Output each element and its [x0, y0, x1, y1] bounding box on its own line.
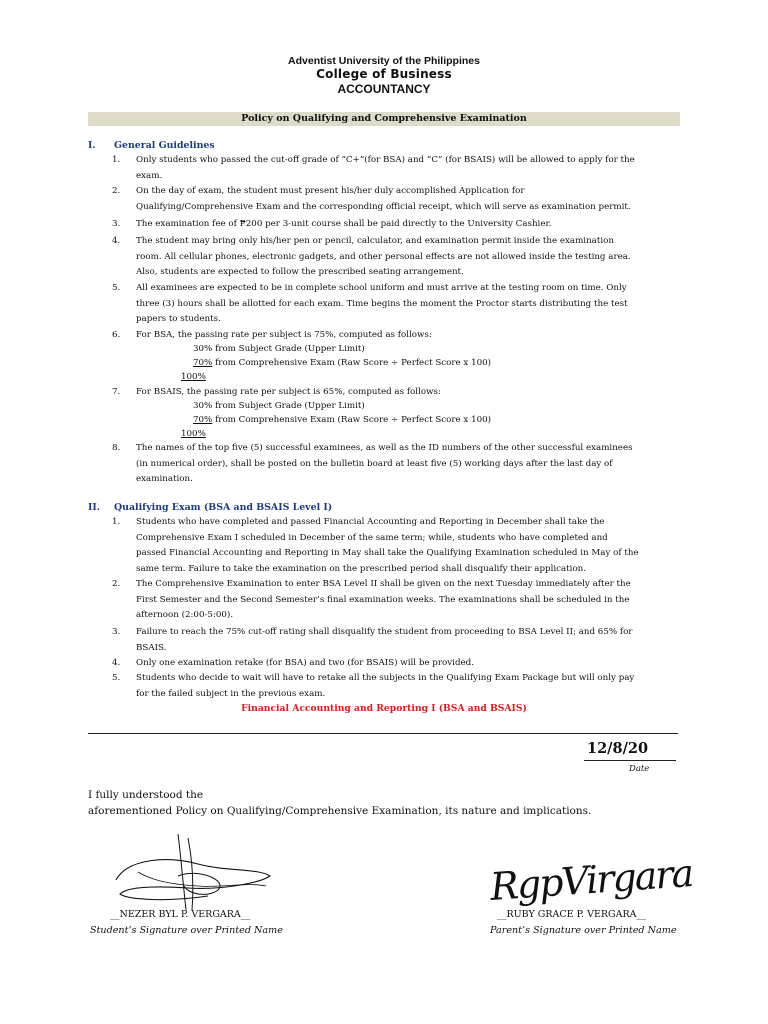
item-line: passed Financial Accounting and Reporting in May shall take the Qualifying Examination scheduled in May of the — [136, 548, 639, 558]
item-number: 5. — [112, 673, 121, 683]
list-item — [112, 656, 688, 672]
section-heading-qualifying-exam — [88, 502, 332, 513]
parent-signature: RgpVirgara — [488, 851, 694, 909]
list-item — [112, 217, 688, 233]
college-name: College of Business — [316, 67, 452, 81]
list-item — [112, 153, 688, 184]
item-line: Only one examination retake (for BSA) and two (for BSAIS) will be provided. — [136, 658, 474, 668]
item-line: room. All cellular phones, electronic gadgets, and other personal effects are not allowed inside the testing area. — [136, 251, 631, 262]
student-signature — [108, 828, 278, 918]
item-line: For BSAIS, the passing rate per subject is 65%, computed as follows: — [136, 387, 441, 397]
item-line: All examinees are expected to be in complete school uniform and must arrive at the testing room on time. Only — [136, 283, 627, 293]
bsais-calc-total: 100% — [181, 429, 206, 439]
section-number: I. — [88, 140, 96, 151]
item-line: The examination fee of ₱200 per 3-unit course shall be paid directly to the University Cashier. — [136, 219, 552, 229]
bsa-calc-subject-grade: 30% from Subject Grade (Upper Limit) — [193, 344, 365, 354]
section-title: General Guidelines — [114, 140, 215, 151]
student-printed-name: __NEZER BYL P. VERGARA__ — [110, 909, 251, 920]
section-heading-general-guidelines — [88, 140, 215, 151]
list-item — [112, 441, 688, 488]
calc-percent: 70% — [193, 358, 213, 368]
list-item — [112, 625, 688, 656]
item-line: First Semester and the Second Semester’s final examination weeks. The examinations shall be scheduled in the — [136, 594, 630, 605]
item-line: Failure to reach the 75% cut-off rating shall disqualify the student from proceeding to BSA Level II; and 65% for — [136, 627, 633, 637]
item-line: Qualifying/Comprehensive Exam and the corresponding official receipt, which will serve as examination permit. — [136, 201, 631, 212]
policy-title: Policy on Qualifying and Comprehensive Examination — [88, 112, 680, 126]
subject-note: Financial Accounting and Reporting I (BSA and BSAIS) — [241, 703, 527, 714]
item-line: Also, students are expected to follow the prescribed seating arrangement. — [136, 267, 464, 277]
list-item — [112, 281, 688, 328]
date-value: 12/8/20 — [587, 740, 649, 757]
divider — [88, 733, 678, 734]
parent-signature-caption: Parent’s Signature over Printed Name — [490, 925, 677, 936]
list-item — [112, 234, 688, 281]
item-number: 8. — [112, 443, 121, 453]
item-line: (in numerical order), shall be posted on the bulletin board at least five (5) working days after the last day of — [136, 458, 613, 469]
item-number: 2. — [112, 579, 121, 589]
item-number: 5. — [112, 283, 121, 293]
item-line: three (3) hours shall be allotted for each exam. Time begins the moment the Proctor starts distributing the test — [136, 298, 628, 309]
bsais-calc-comprehensive — [193, 415, 491, 425]
item-line: same term. Failure to take the examination on the prescribed period shall disqualify their application. — [136, 563, 587, 574]
item-line: The names of the top five (5) successful examinees, as well as the ID numbers of the other successful examinees — [136, 443, 633, 453]
student-signature-caption: Student’s Signature over Printed Name — [90, 925, 283, 936]
item-line: Only students who passed the cut-off grade of “C+”(for BSA) and “C” (for BSAIS) will be allowed to apply for the — [136, 155, 635, 165]
acknowledgement-line-2: aforementioned Policy on Qualifying/Comprehensive Examination, its nature and implications. — [88, 805, 592, 817]
item-line: The student may bring only his/her pen or pencil, calculator, and examination permit inside the examination — [136, 236, 614, 246]
list-item — [112, 385, 688, 401]
date-underline — [584, 760, 676, 761]
item-line: The Comprehensive Examination to enter BSA Level II shall be given on the next Tuesday immediately after the — [136, 579, 631, 589]
university-name: Adventist University of the Philippines — [288, 55, 480, 67]
item-line: BSAIS. — [136, 642, 167, 653]
item-number: 4. — [112, 236, 121, 246]
calc-text: from Comprehensive Exam (Raw Score ÷ Perfect Score x 100) — [212, 358, 492, 368]
item-line: Comprehensive Exam I scheduled in December of the same term; while, students who have completed and — [136, 532, 608, 543]
section-title: Qualifying Exam (BSA and BSAIS Level I) — [114, 502, 333, 513]
item-line: On the day of exam, the student must present his/her duly accomplished Application for — [136, 186, 525, 196]
bsa-calc-comprehensive — [193, 358, 491, 368]
bsa-calc-total: 100% — [181, 372, 206, 382]
item-number: 6. — [112, 330, 121, 340]
bsais-calc-subject-grade: 30% from Subject Grade (Upper Limit) — [193, 401, 365, 411]
program-name: ACCOUNTANCY — [337, 82, 431, 96]
item-line: exam. — [136, 170, 163, 181]
item-line: afternoon (2:00-5:00). — [136, 610, 234, 620]
parent-printed-name: __RUBY GRACE P. VERGARA__ — [497, 909, 647, 920]
list-item — [112, 184, 688, 215]
date-label: Date — [629, 764, 650, 774]
item-number: 7. — [112, 387, 121, 397]
item-number: 1. — [112, 517, 121, 527]
item-number: 3. — [112, 219, 121, 229]
item-line: for the failed subject in the previous exam. — [136, 688, 326, 699]
item-number: 1. — [112, 155, 121, 165]
item-number: 2. — [112, 186, 121, 196]
calc-percent: 70% — [193, 415, 213, 425]
item-number: 4. — [112, 658, 121, 668]
item-number: 3. — [112, 627, 121, 637]
section-number: II. — [88, 502, 101, 513]
acknowledgement-line-1: I fully understood the — [88, 789, 204, 801]
list-item — [112, 671, 688, 702]
item-line: examination. — [136, 474, 193, 484]
calc-text: from Comprehensive Exam (Raw Score ÷ Perfect Score x 100) — [212, 415, 492, 425]
item-line: Students who decide to wait will have to retake all the subjects in the Qualifying Exam Package but will only pay — [136, 673, 635, 683]
item-line: For BSA, the passing rate per subject is 75%, computed as follows: — [136, 330, 432, 340]
item-line: papers to students. — [136, 314, 221, 324]
list-item — [112, 577, 688, 624]
list-item — [112, 328, 688, 344]
item-line: Students who have completed and passed Financial Accounting and Reporting in December shall take the — [136, 517, 605, 527]
list-item — [112, 515, 688, 577]
